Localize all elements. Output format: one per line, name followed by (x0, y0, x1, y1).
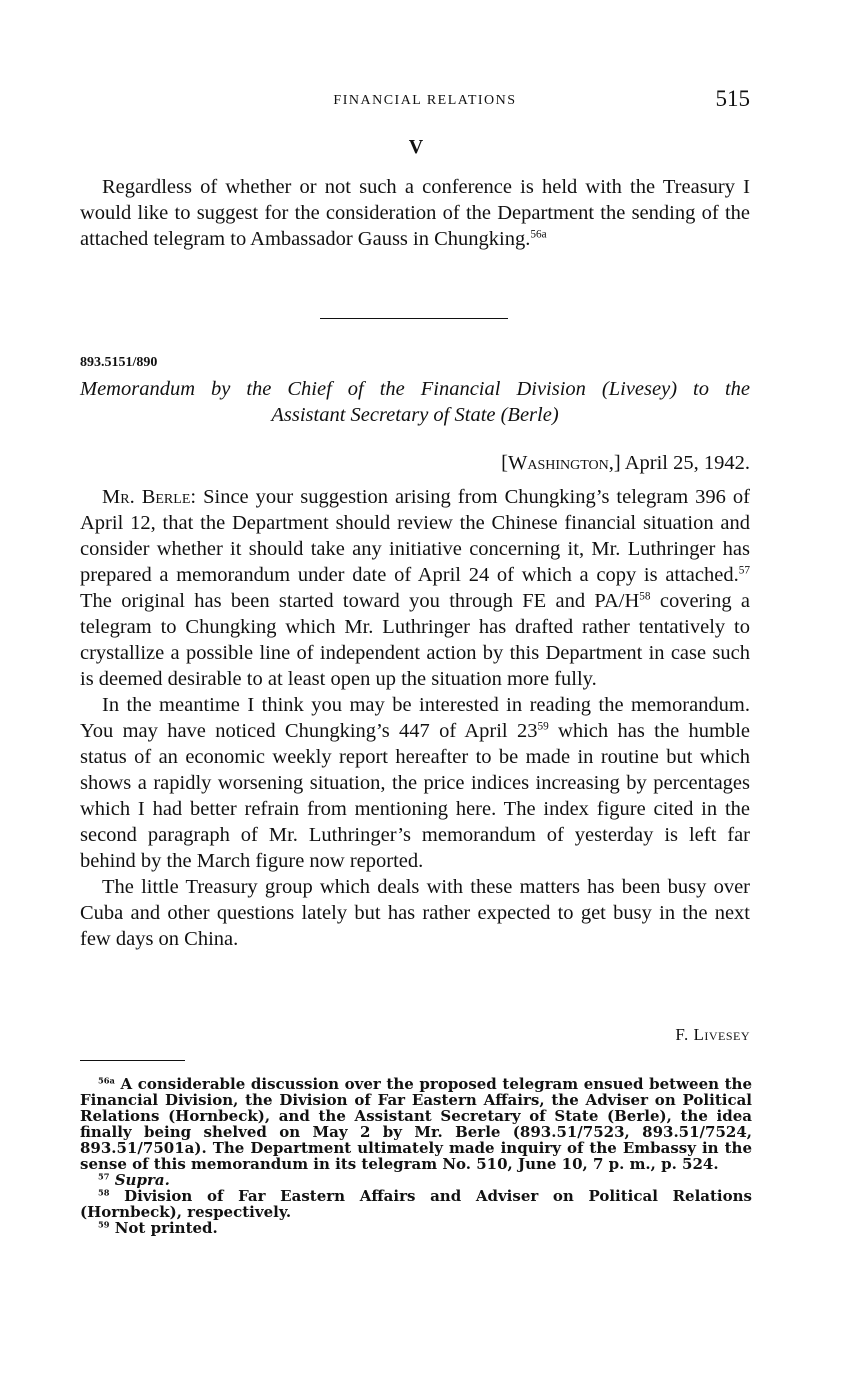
footnote-mark: 59 (98, 1219, 110, 1230)
section-v-paragraph (80, 174, 750, 252)
footnote-text: Supra. (114, 1171, 170, 1189)
body-paragraph-1 (80, 484, 750, 692)
section-divider (320, 318, 508, 319)
footnote-text: A considerable discussion over the proposed telegram ensued between the Financial Division, the Division of Far Eastern Affairs, the Adviser on Political Relations (Hornbeck), and the Assistant Secretary of State (Berle), the idea finally being shelved on May 2 by Mr. Berle (893.51/7523, 893.51/7524, 893.51/7501a). The Department ultimately made inquiry of the Embassy in the sense of this memorandum in its telegram No. 510, June 10, 7 p. m., p. 524. (80, 1075, 752, 1173)
footnote-ref-56a: 56a (530, 228, 547, 241)
footnote-text: Not printed. (114, 1219, 218, 1237)
p2-text-b: which has the humble status of an economic weekly report hereafter to be made in routine but which shows a rapidly worsening situation, the price indices increasing by percentages which I had better refrain from mentioning here. The index figure cited in the second paragraph of Mr. Luthringer’s memorandum of yesterday is left far behind by the March figure now reported. (80, 720, 751, 872)
footnotes (80, 1076, 752, 1236)
running-header-title: FINANCIAL RELATIONS (333, 93, 517, 108)
file-number: 893.5151/890 (80, 355, 158, 370)
dateline-date: April 25, 1942. (624, 452, 750, 474)
body-paragraph-2 (80, 692, 750, 874)
document-title (80, 376, 750, 428)
section-v-body (80, 174, 750, 252)
footnote-ref-58: 58 (639, 590, 651, 603)
p2-text-a: In the meantime I think you may be interested in reading the memorandum. You may have noticed Chungking’s 447 of April 23 (80, 694, 750, 742)
footnote-58 (80, 1188, 752, 1220)
dateline-place: [Washington,] (501, 452, 621, 474)
memorandum-body (80, 484, 750, 952)
footnote-mark: 56a (98, 1075, 115, 1086)
body-paragraph-3: The little Treasury group which deals with these matters has been busy over Cuba and other questions lately but has rather expected to get busy in the next few days on China. (80, 876, 750, 950)
footnote-ref-57: 57 (738, 564, 750, 577)
page-number: 515 (715, 86, 750, 111)
p1-text-c: covering a telegram to Chungking which Mr. Luthringer has drafted rather tentatively to crystallize a possible line of independent action by this Department in case such is deemed desirable to at least open up the situation more fully. (80, 590, 750, 690)
footnote-59 (80, 1220, 752, 1236)
dateline (501, 452, 750, 475)
footnote-ref-59: 59 (537, 720, 549, 733)
p1-text-b: The original has been started toward you through FE and PA/H (80, 590, 640, 612)
footnote-text: Division of Far Eastern Affairs and Adviser on Political Relations (Hornbeck), respectively. (80, 1187, 752, 1221)
signature: F. Livesey (675, 1025, 750, 1044)
footnote-mark: 58 (98, 1187, 110, 1198)
section-numeral: V (408, 136, 424, 158)
document-title-line-1: Memorandum by the Chief of the Financial Division (Livesey) to the (80, 378, 750, 400)
p1-text-a: Since your suggestion arising from Chungking’s telegram 396 of April 12, that the Department should review the Chinese financial situation and consider whether it should take any initiative concerning it, Mr. Luthringer has prepared a memorandum under date of April 24 of which a copy is attached. (80, 486, 750, 586)
section-v-text: Regardless of whether or not such a conference is held with the Treasury I would like to suggest for the consideration of the Department the sending of the attached telegram to Ambassador Gauss in Chungking. (80, 176, 750, 250)
footnote-mark: 57 (98, 1171, 110, 1182)
footnote-56a (80, 1076, 752, 1172)
document-title-line-2: Assistant Secretary of State (Berle) (271, 404, 559, 426)
footnote-rule (80, 1060, 185, 1061)
footnote-57 (80, 1172, 752, 1188)
salutation: Mr. Berle: (102, 486, 197, 508)
